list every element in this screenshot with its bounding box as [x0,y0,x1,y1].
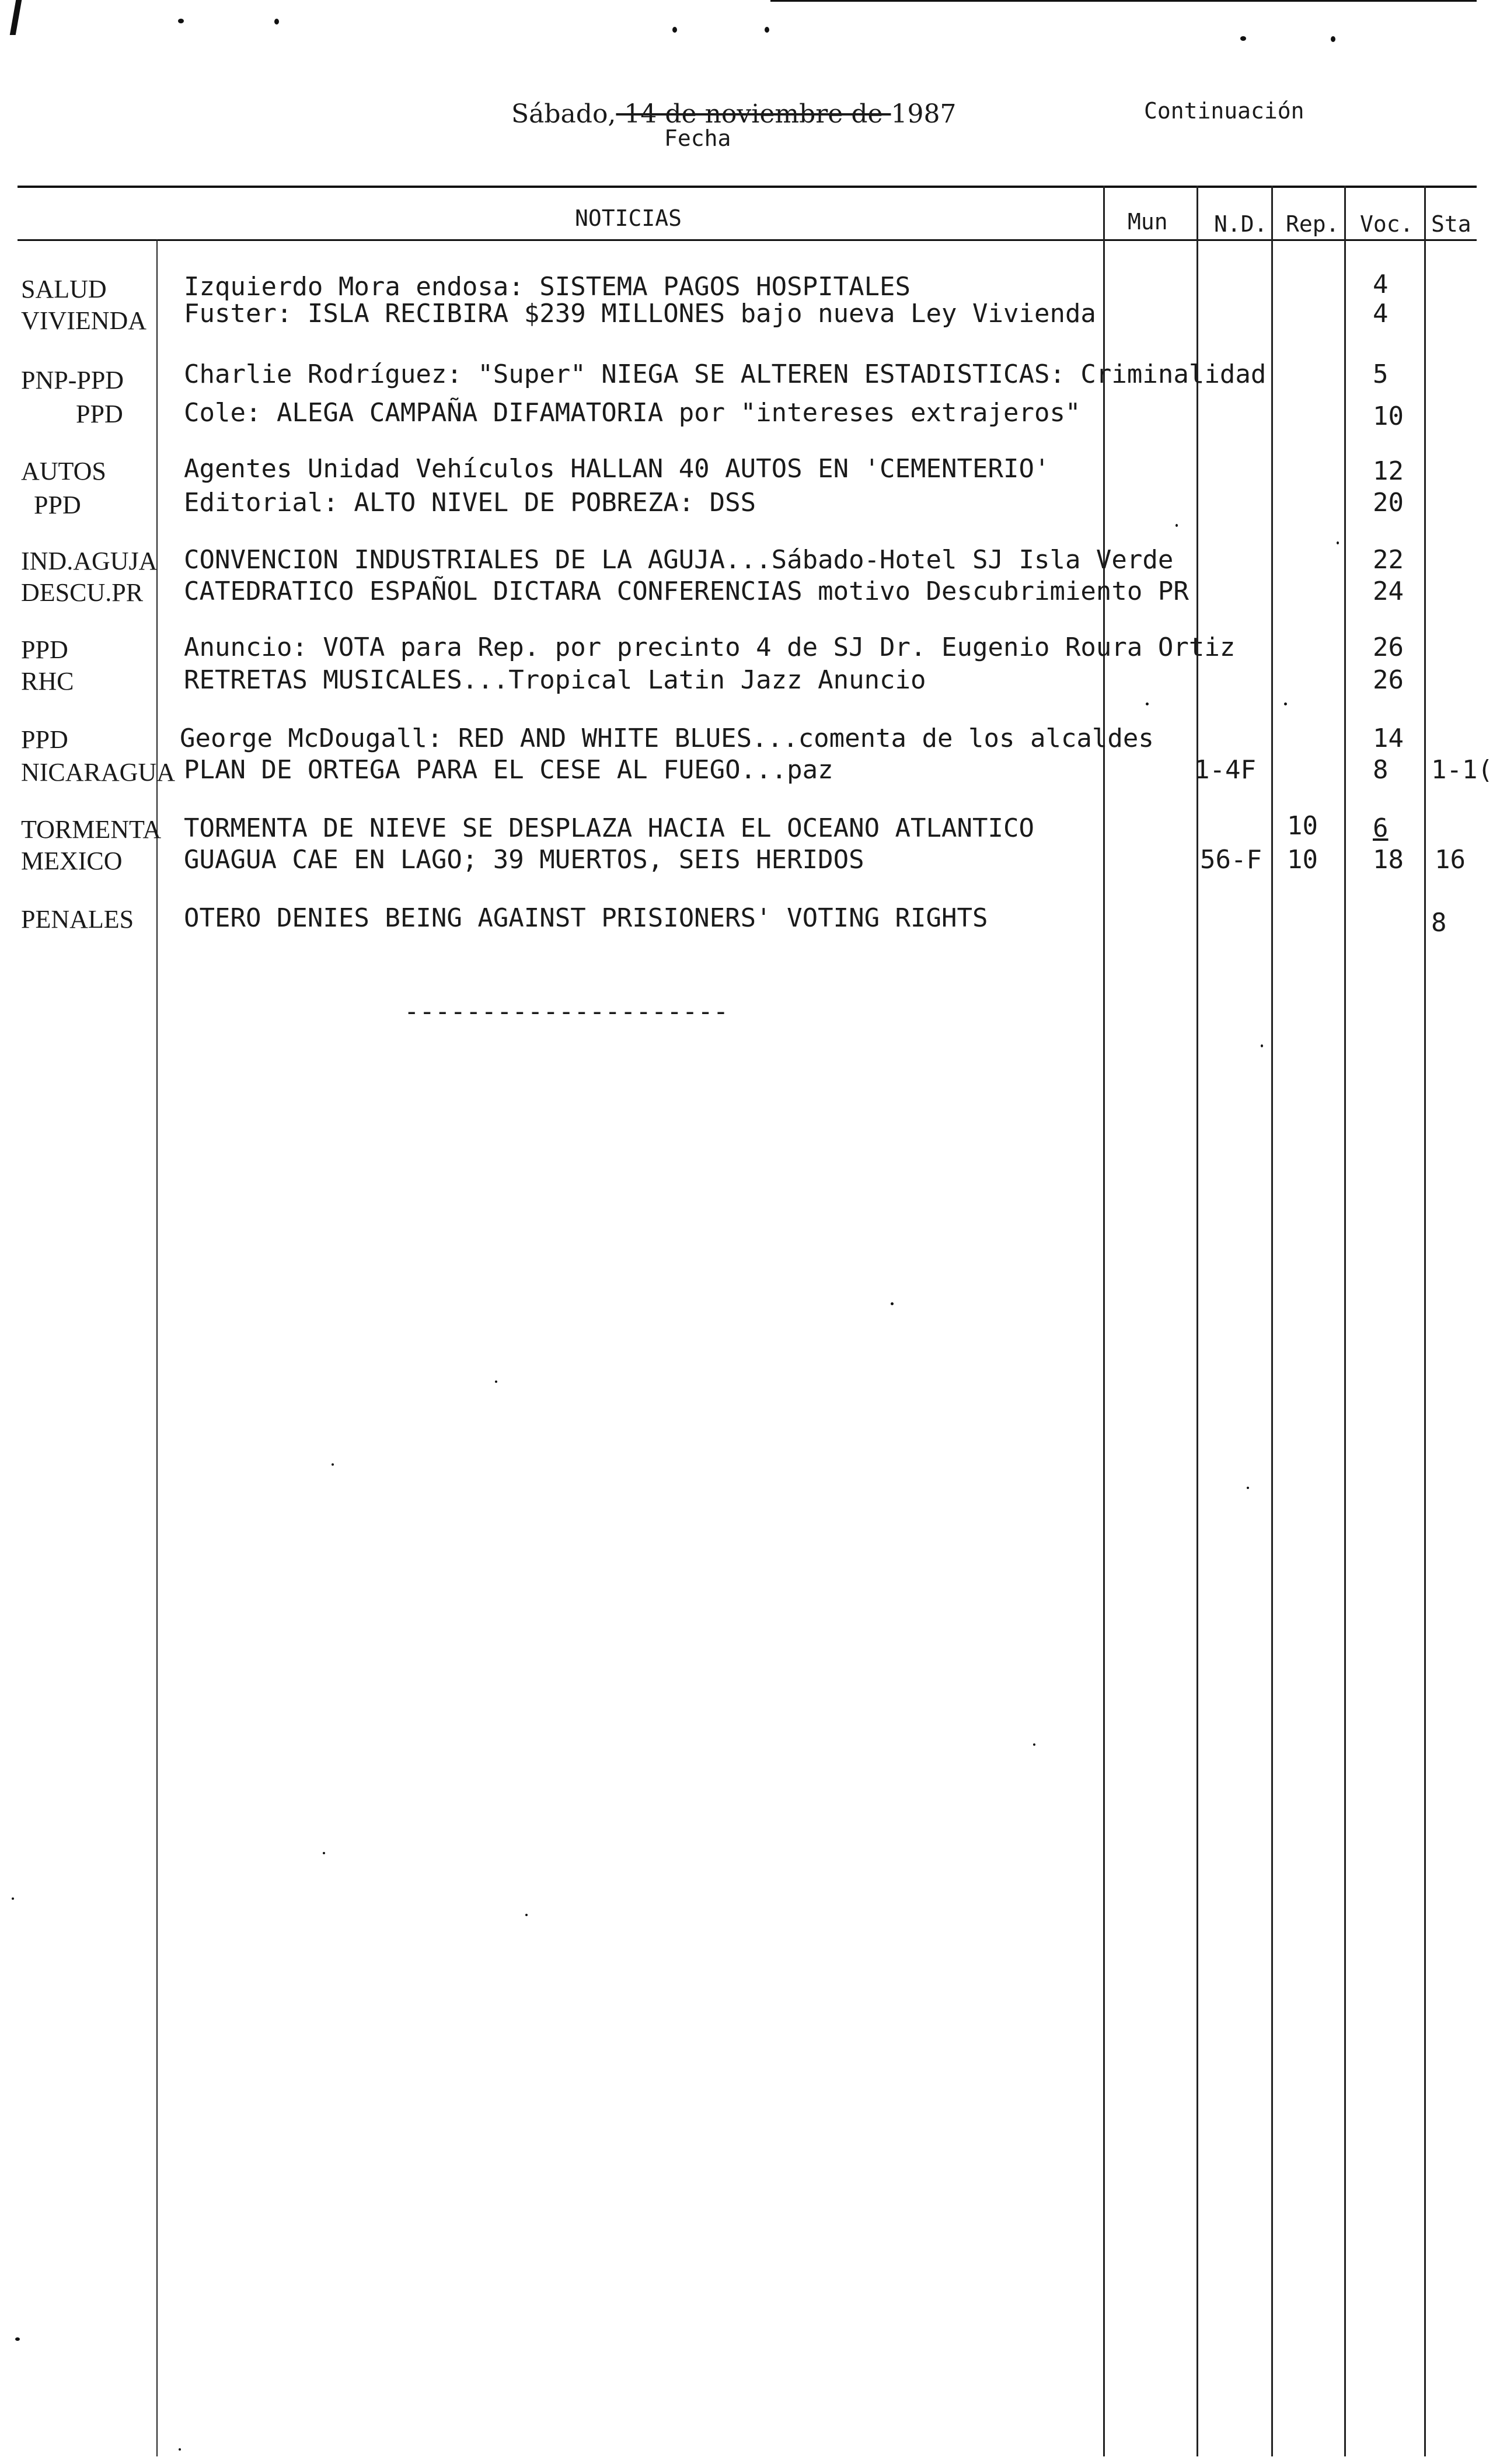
row-headline: Cole: ALEGA CAMPAÑA DIFAMATORIA por "intereses extrajeros" [184,398,1081,428]
row-headline: PLAN DE ORTEGA PARA EL CESE AL FUEGO...paz [184,755,833,785]
row-category: IND.AGUJA [21,547,158,575]
speck [1331,36,1335,42]
row-headline: Izquierdo Mora endosa: SISTEMA PAGOS HOSPITALES [184,272,911,302]
row-sta: 1-1( [1431,755,1493,785]
speck [1175,524,1178,527]
row-category: VIVIENDA [21,306,147,335]
speck [178,19,184,23]
column-header-nd: N.D. [1214,211,1268,237]
row-category: RHC [21,667,74,695]
col-divider-mun [1103,186,1105,2456]
end-rule: --------------------- [404,997,729,1026]
row-voc: 8 [1373,755,1389,785]
row-nd: 56-F [1200,845,1262,875]
speck [15,2337,20,2341]
row-voc: 6 [1373,813,1389,843]
row-headline: CONVENCION INDUSTRIALES DE LA AGUJA...Sábado-Hotel SJ Isla Verde [184,545,1174,575]
date-text: 14 de noviembre de [616,99,891,129]
day-prefix: Sábado, [511,99,616,129]
date-caption: Fecha [664,125,731,151]
row-category: TORMENTA [21,815,162,844]
row-voc: 26 [1373,665,1404,695]
speck [323,1852,325,1854]
row-voc: 4 [1373,299,1389,328]
row-category: PPD [21,725,68,754]
row-voc: 4 [1373,270,1389,299]
row-headline: RETRETAS MUSICALES...Tropical Latin Jazz Anuncio [184,665,926,695]
row-headline: Fuster: ISLA RECIBIRA $239 MILLONES bajo nueva Ley Vivienda [184,299,1096,328]
col-divider-nd [1197,186,1198,2456]
row-category: PENALES [21,905,134,934]
row-voc: 14 [1373,724,1404,753]
table-top-rule [18,186,1477,188]
row-headline: TORMENTA DE NIEVE SE DESPLAZA HACIA EL OCEANO ATLANTICO [184,813,1034,843]
speck [1033,1743,1035,1746]
row-sta: 8 [1431,908,1447,938]
speck [1261,1044,1263,1047]
row-voc: 20 [1373,488,1404,518]
speck [332,1463,334,1466]
column-header-rep: Rep. [1286,211,1339,237]
row-headline: Agentes Unidad Vehículos HALLAN 40 AUTOS EN 'CEMENTERIO' [184,454,1050,484]
row-category: PPD [34,491,81,519]
speck [1247,1487,1249,1489]
speck [274,19,279,25]
row-voc: 22 [1373,545,1404,575]
col-divider-rep [1271,186,1273,2456]
column-header-sta: Sta [1431,211,1471,237]
header-bottom-rule [18,239,1477,241]
row-headline: OTERO DENIES BEING AGAINST PRISIONERS' VOTING RIGHTS [184,903,988,933]
speck [672,27,677,33]
row-category: NICARAGUA [21,758,175,787]
date-line [511,99,957,129]
top-rule-fragment [770,0,1477,2]
row-headline: Anuncio: VOTA para Rep. por precinto 4 de SJ Dr. Eugenio Roura Ortiz [184,632,1236,662]
speck [525,1914,528,1916]
row-voc: 26 [1373,632,1404,662]
row-rep: 10 [1287,845,1318,875]
col-divider-sta [1424,186,1426,2456]
row-nd: 1-4F [1194,755,1256,785]
row-voc: 24 [1373,576,1404,606]
speck [891,1302,894,1305]
row-headline: CATEDRATICO ESPAÑOL DICTARA CONFERENCIAS motivo Descubrimiento PR [184,576,1189,606]
speck [1284,702,1287,705]
speck [765,27,769,33]
row-category: PNP-PPD [21,366,124,394]
row-category: SALUD [21,275,107,303]
row-headline: Editorial: ALTO NIVEL DE POBREZA: DSS [184,488,756,518]
row-category: DESCU.PR [21,578,144,607]
column-header-noticias: NOTICIAS [575,205,682,231]
row-category: AUTOS [21,457,106,485]
speck [1240,36,1246,41]
speck [1337,541,1339,544]
row-category: MEXICO [21,847,123,875]
col-divider-voc [1344,186,1346,2456]
speck [12,1897,14,1900]
speck [179,2448,181,2451]
year: 1987 [891,99,957,129]
column-header-voc: Voc. [1360,211,1414,237]
row-headline: George McDougall: RED AND WHITE BLUES...comenta de los alcaldes [180,724,1154,753]
row-category: PPD [76,400,123,428]
row-headline: GUAGUA CAE EN LAGO; 39 MUERTOS, SEIS HERIDOS [184,845,864,875]
row-voc: 10 [1373,401,1404,431]
row-sta: 16 [1435,845,1466,875]
speck [495,1380,497,1383]
column-header-mun: Mun [1128,209,1168,235]
row-voc: 5 [1373,359,1389,389]
row-rep: 10 [1287,811,1318,841]
row-headline: Charlie Rodríguez: "Super" NIEGA SE ALTEREN ESTADISTICAS: Criminalidad [184,359,1267,389]
row-voc: 12 [1373,456,1404,486]
corner-mark [10,0,22,35]
speck [1146,702,1149,705]
row-category: PPD [21,635,68,664]
row-voc: 18 [1373,845,1404,875]
continuation-label: Continuación [1144,98,1304,124]
